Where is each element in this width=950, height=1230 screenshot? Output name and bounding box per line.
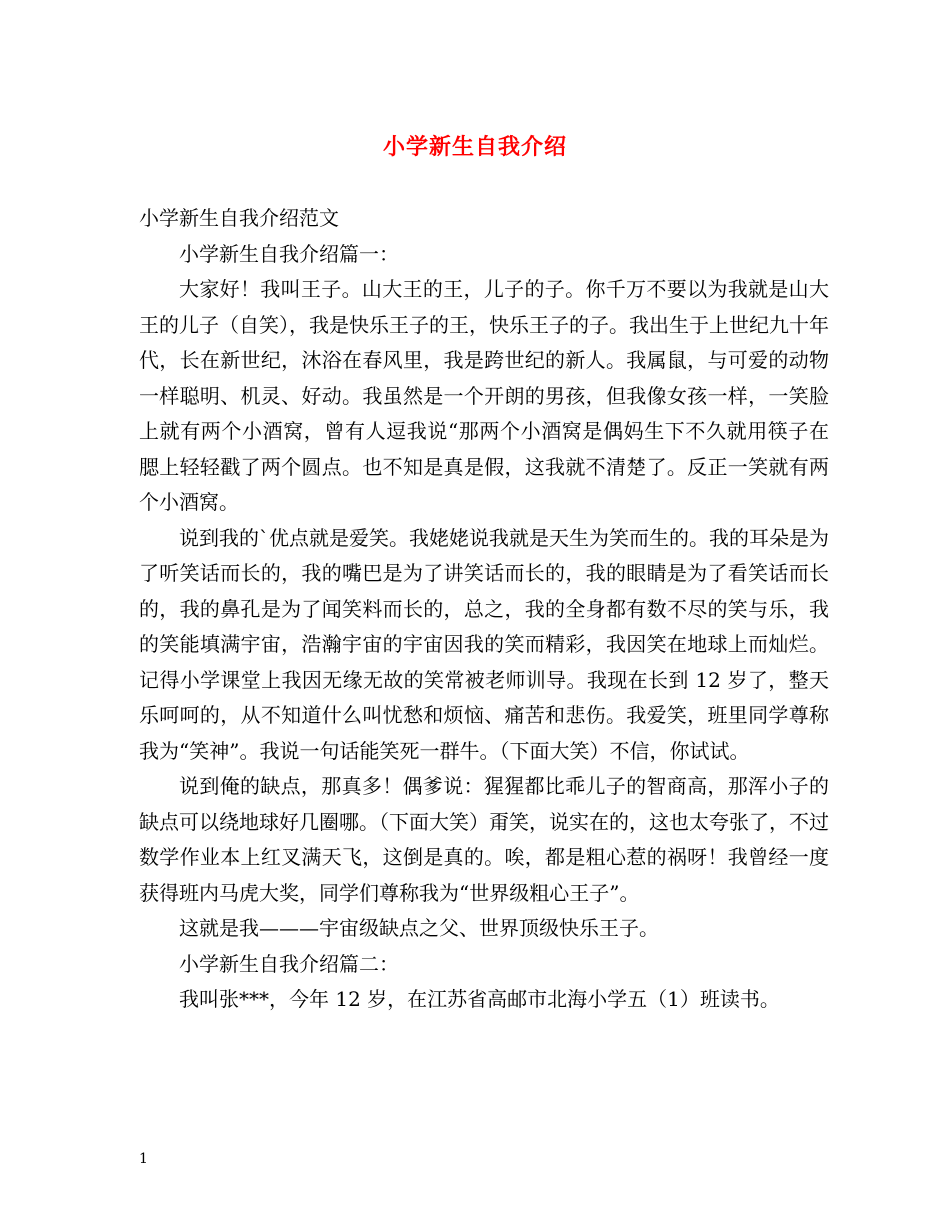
document-body [139,201,829,1018]
body-paragraph: 说到我的`优点就是爱笑。我姥姥说我就是天生为笑而生的。我的耳朵是为了听笑话而长的，我的嘴巴是为了讲笑话而长的，我的眼睛是为了看笑话而长的，我的鼻孔是为了闻笑料而长的，总之，我的全身都有数不尽的笑与乐，我的笑能填满宇宙，浩瀚宇宙的宇宙因我的笑而精彩，我因笑在地球上而灿烂。记得小学课堂上我因无缘无故的笑常被老师训导。我现在长到 12 岁了，整天乐呵呵的，从不知道什么叫忧愁和烦恼、痛苦和悲伤。我爱笑，班里同学尊称我为“笑神”。我说一句话能笑死一群牛。（下面大笑）不信，你试试。 [139,525,829,763]
section-heading-2: 小学新生自我介绍篇二： [179,951,399,976]
body-paragraph: 大家好！我叫王子。山大王的王，儿子的子。你千万不要以为我就是山大王的儿子（自笑），我是快乐王子的王，快乐王子的子。我出生于上世纪九十年代，长在新世纪，沐浴在春风里，我是跨世纪的新人。我属鼠，与可爱的动物一样聪明、机灵、好动。我虽然是一个开朗的男孩，但我像女孩一样，一笑脸上就有两个小酒窝，曾有人逗我说“那两个小酒窝是偶妈生下不久就用筷子在腮上轻轻戳了两个圆点。也不知是真是假，这我就不清楚了。反正一笑就有两个小酒窝。 [139,277,829,514]
section-heading-1: 小学新生自我介绍篇一： [179,241,399,266]
subtitle-paragraph: 小学新生自我介绍范文 [139,206,339,230]
body-paragraph: 说到俺的缺点，那真多！偶爹说：猩猩都比乖儿子的智商高，那浑小子的缺点可以绕地球好几圈哪。（下面大笑）甭笑，说实在的，这也太夸张了，不过数学作业本上红叉满天飞，这倒是真的。唉，都是粗心惹的祸呀！我曾经一度获得班内马虎大奖，同学们尊称我为“世界级粗心王子”。 [139,774,829,905]
document-title: 小学新生自我介绍 [382,134,567,160]
page-number: 1 [139,1151,148,1167]
body-paragraph: 这就是我———宇宙级缺点之父、世界顶级快乐王子。 [179,916,659,940]
body-paragraph: 我叫张***，今年 12 岁，在江苏省高邮市北海小学五（1）班读书。 [179,987,780,1011]
